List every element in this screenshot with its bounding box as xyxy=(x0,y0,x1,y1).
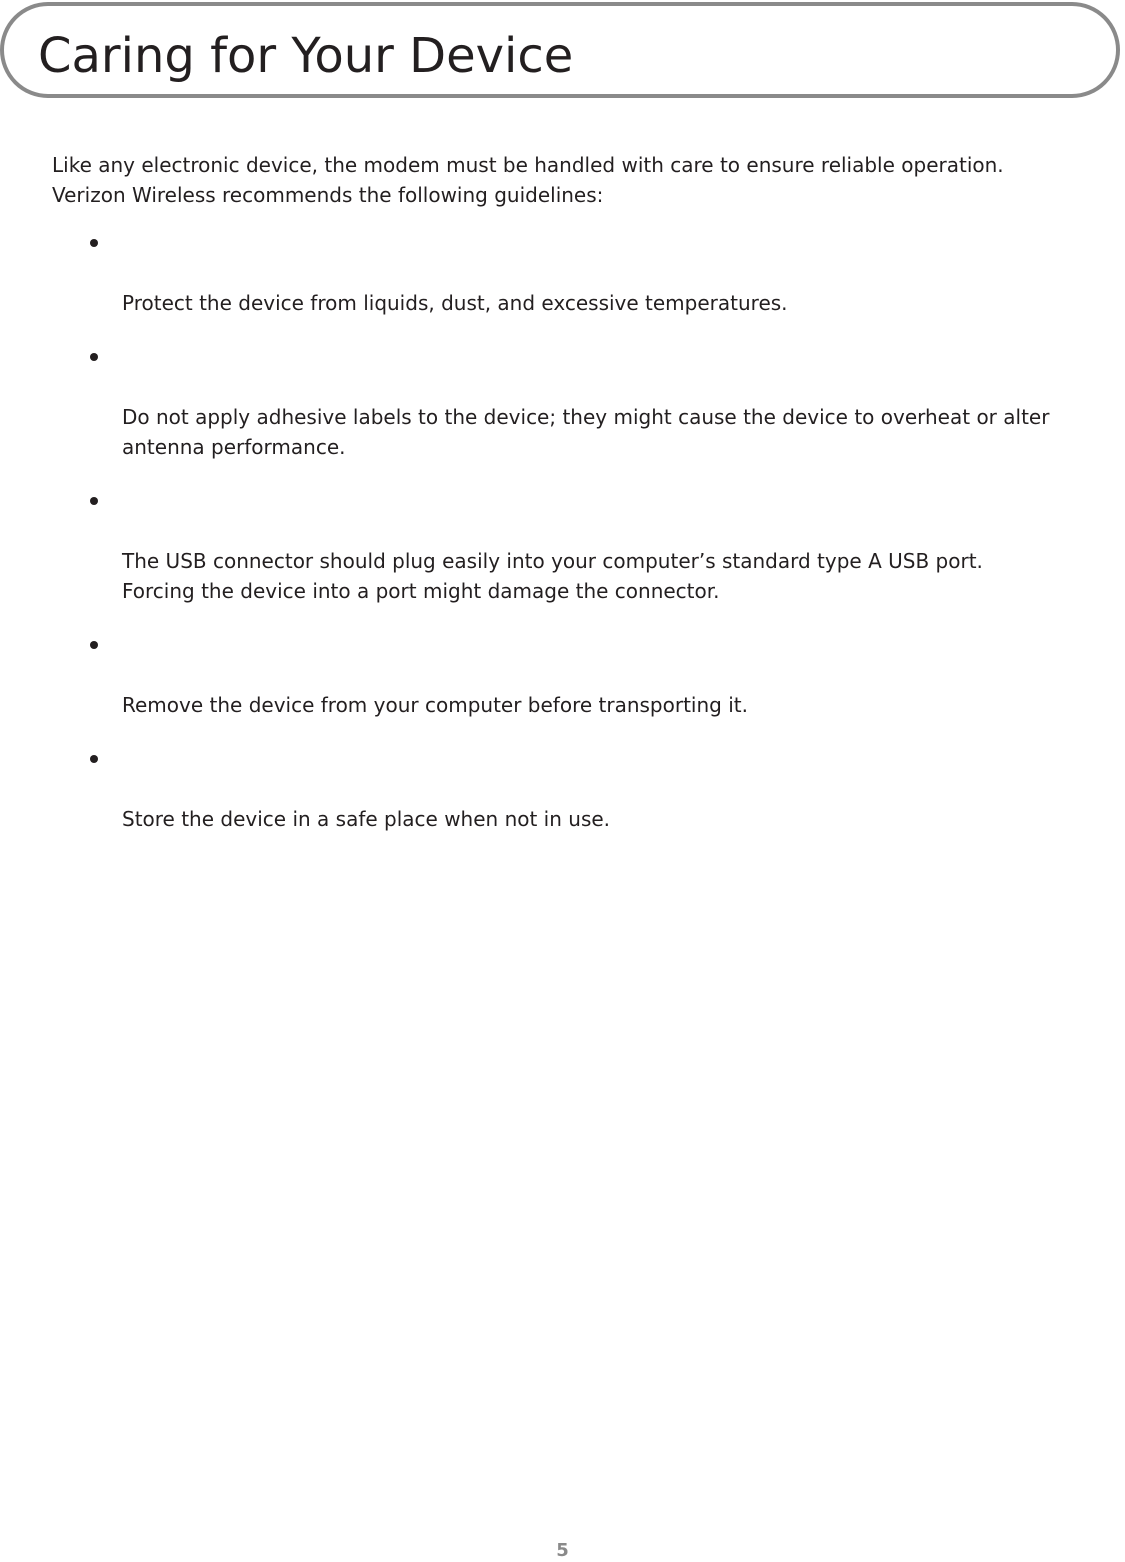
bullet-icon xyxy=(90,755,98,763)
guideline-text: The USB connector should plug easily into your computer’s standard type A USB port. Forcing the device into a port might damage the connector. xyxy=(122,549,983,603)
guideline-item xyxy=(0,744,1082,834)
bullet-icon xyxy=(90,239,98,247)
guideline-item xyxy=(0,486,1082,606)
guideline-item xyxy=(0,342,1082,462)
bullet-icon xyxy=(90,353,98,361)
bullet-icon xyxy=(90,641,98,649)
guideline-item xyxy=(0,228,1082,318)
guideline-text: Protect the device from liquids, dust, and excessive temperatures. xyxy=(122,291,788,315)
page-title: Caring for Your Device xyxy=(38,28,574,84)
guideline-text: Remove the device from your computer before transporting it. xyxy=(122,693,748,717)
intro-paragraph: Like any electronic device, the modem must be handled with care to ensure reliable operation. Verizon Wireless recommends the following guidelines: xyxy=(52,153,1004,207)
guideline-text: Store the device in a safe place when not in use. xyxy=(122,807,611,831)
guideline-item xyxy=(0,630,1082,720)
guideline-text: Do not apply adhesive labels to the device; they might cause the device to overheat or alter antenna performance. xyxy=(122,405,1050,459)
bullet-icon xyxy=(90,497,98,505)
guidelines-list xyxy=(0,228,1125,858)
page-number: 5 xyxy=(556,1540,569,1561)
title-bar xyxy=(0,2,1120,98)
